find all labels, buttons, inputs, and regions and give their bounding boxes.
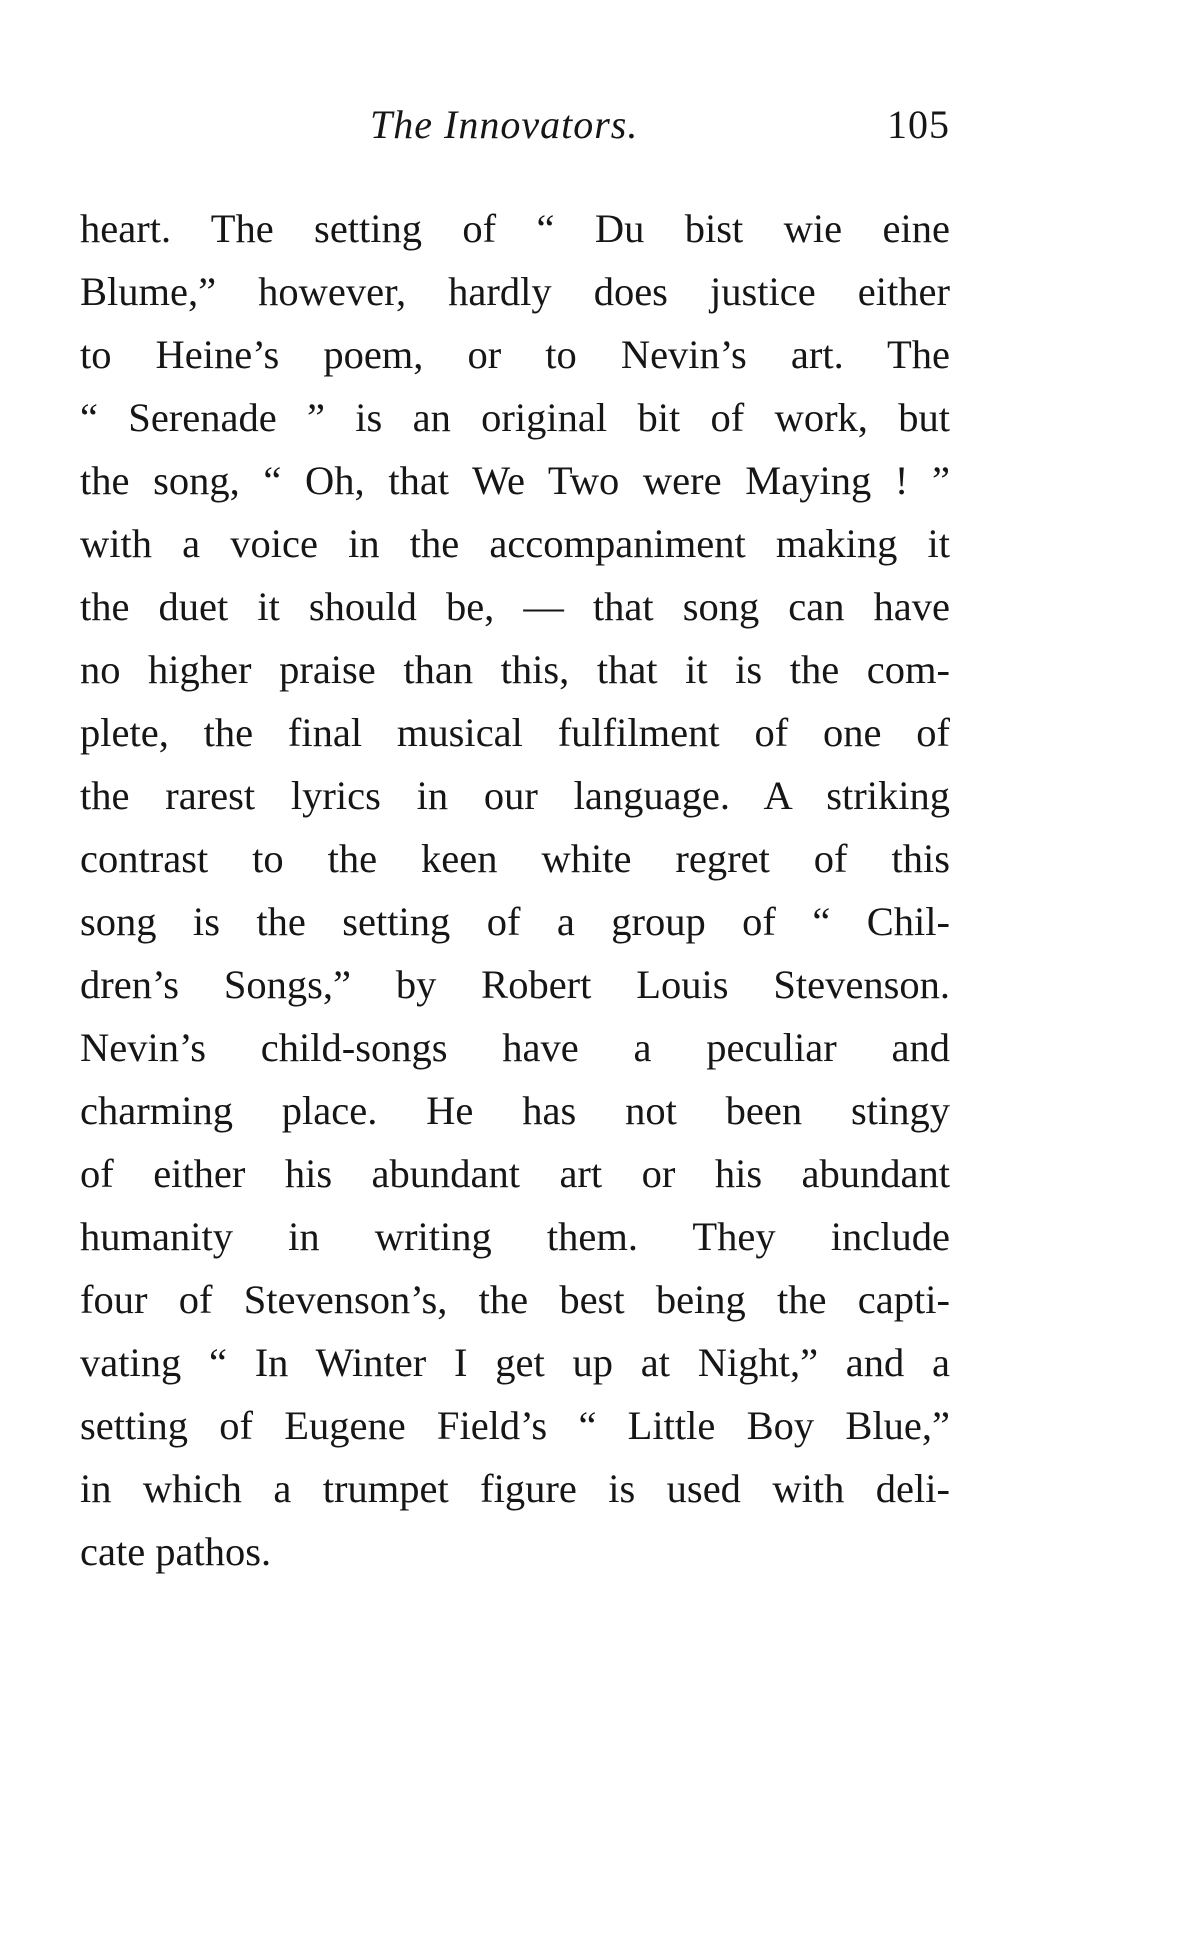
text-line: the duet it should be, — that song can have	[80, 584, 950, 629]
text-line: of either his abundant art or his abundant	[80, 1151, 950, 1196]
text-line: with a voice in the accompaniment making it	[80, 521, 950, 566]
text-line: vating “ In Winter I get up at Night,” and a	[80, 1340, 950, 1385]
text-line: to Heine’s poem, or to Nevin’s art. The	[80, 332, 950, 377]
text-line: the song, “ Oh, that We Two were Maying ! ”	[80, 458, 950, 503]
text-line: heart. The setting of “ Du bist wie eine	[80, 206, 950, 251]
running-title: The Innovators.	[370, 102, 639, 147]
text-line: plete, the final musical fulfilment of one of	[80, 710, 950, 755]
text-line: Blume,” however, hardly does justice either	[80, 269, 950, 314]
page-number: 105	[887, 102, 950, 147]
text-line: no higher praise than this, that it is the com-	[80, 647, 950, 692]
text-line: contrast to the keen white regret of this	[80, 836, 950, 881]
text-line: four of Stevenson’s, the best being the capti-	[80, 1277, 950, 1322]
body-text	[80, 197, 950, 1583]
text-line: cate pathos.	[80, 1529, 272, 1574]
text-line: “ Serenade ” is an original bit of work, but	[80, 395, 950, 440]
text-line: setting of Eugene Field’s “ Little Boy Blue,”	[80, 1403, 950, 1448]
text-line: in which a trumpet figure is used with deli-	[80, 1466, 950, 1511]
text-line: charming place. He has not been stingy	[80, 1088, 950, 1133]
text-line: dren’s Songs,” by Robert Louis Stevenson.	[80, 962, 950, 1007]
running-head	[80, 95, 950, 155]
text-line: the rarest lyrics in our language. A striking	[80, 773, 950, 818]
text-line: Nevin’s child-songs have a peculiar and	[80, 1025, 950, 1070]
text-line: song is the setting of a group of “ Chil-	[80, 899, 950, 944]
text-line: humanity in writing them. They include	[80, 1214, 950, 1259]
